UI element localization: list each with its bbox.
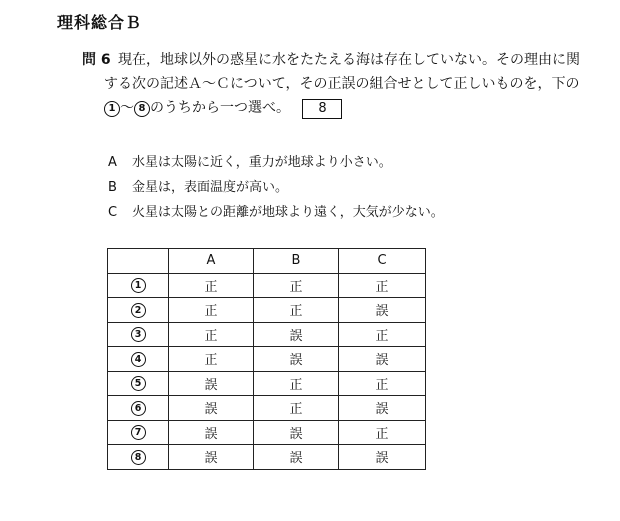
question-number: 問 6 bbox=[82, 52, 111, 68]
option-number: 8 bbox=[131, 450, 146, 465]
cell-c: 正 bbox=[339, 420, 426, 445]
options-table bbox=[107, 248, 426, 470]
range-tilde: ～ bbox=[120, 100, 134, 116]
cell-a: 正 bbox=[169, 347, 254, 372]
option-number: 3 bbox=[131, 327, 146, 342]
statement-b bbox=[108, 176, 288, 195]
table-row[interactable] bbox=[108, 347, 426, 372]
cell-c: 正 bbox=[339, 371, 426, 396]
cell-a: 誤 bbox=[169, 420, 254, 445]
cell-c: 誤 bbox=[339, 347, 426, 372]
cell-a: 誤 bbox=[169, 445, 254, 470]
cell-b: 誤 bbox=[254, 445, 339, 470]
option-number-cell bbox=[108, 298, 169, 323]
cell-b: 誤 bbox=[254, 420, 339, 445]
option-number: 2 bbox=[131, 303, 146, 318]
cell-b: 誤 bbox=[254, 347, 339, 372]
table-row[interactable] bbox=[108, 371, 426, 396]
option-number: 1 bbox=[131, 278, 146, 293]
option-number-cell bbox=[108, 347, 169, 372]
option-number-cell bbox=[108, 396, 169, 421]
option-number-cell bbox=[108, 371, 169, 396]
section-title: 理科総合Ｂ bbox=[57, 13, 143, 32]
choice-start-number: 1 bbox=[104, 101, 120, 117]
cell-c: 誤 bbox=[339, 298, 426, 323]
cell-a: 正 bbox=[169, 273, 254, 298]
cell-a: 正 bbox=[169, 298, 254, 323]
table-row[interactable] bbox=[108, 322, 426, 347]
option-number: 7 bbox=[131, 425, 146, 440]
header-a: A bbox=[169, 249, 254, 274]
statement-text: 金星は，表面温度が高い。 bbox=[132, 180, 289, 195]
statement-label: C bbox=[108, 205, 118, 220]
cell-a: 誤 bbox=[169, 371, 254, 396]
question-line-3 bbox=[104, 97, 342, 119]
option-number-cell bbox=[108, 445, 169, 470]
answer-box[interactable]: 8 bbox=[302, 99, 342, 119]
cell-b: 正 bbox=[254, 396, 339, 421]
table-header-row bbox=[108, 249, 426, 274]
header-c: C bbox=[339, 249, 426, 274]
cell-c: 誤 bbox=[339, 396, 426, 421]
statement-c bbox=[108, 201, 444, 220]
choice-end-number: 8 bbox=[134, 101, 150, 117]
cell-a: 正 bbox=[169, 322, 254, 347]
table-row[interactable] bbox=[108, 273, 426, 298]
question-line-1: 現在，地球以外の惑星に水をたたえる海は存在していない。その理由に関 bbox=[118, 52, 580, 68]
cell-b: 正 bbox=[254, 371, 339, 396]
option-number-cell bbox=[108, 273, 169, 298]
statement-label: B bbox=[108, 180, 117, 195]
cell-b: 正 bbox=[254, 273, 339, 298]
table-row[interactable] bbox=[108, 298, 426, 323]
statement-text: 水星は太陽に近く，重力が地球より小さい。 bbox=[132, 155, 392, 170]
cell-a: 誤 bbox=[169, 396, 254, 421]
option-number-cell bbox=[108, 420, 169, 445]
question-line-2: する次の記述Ａ～Ｃについて，その正誤の組合せとして正しいものを，下の bbox=[104, 76, 580, 92]
option-number: 4 bbox=[131, 352, 146, 367]
table-row[interactable] bbox=[108, 445, 426, 470]
cell-c: 誤 bbox=[339, 445, 426, 470]
statement-text: 火星は太陽との距離が地球より遠く，大気が少ない。 bbox=[132, 205, 444, 220]
cell-b: 正 bbox=[254, 298, 339, 323]
cell-c: 正 bbox=[339, 322, 426, 347]
cell-b: 誤 bbox=[254, 322, 339, 347]
option-number-cell bbox=[108, 322, 169, 347]
table-row[interactable] bbox=[108, 396, 426, 421]
option-number: 5 bbox=[131, 376, 146, 391]
table-row[interactable] bbox=[108, 420, 426, 445]
header-b: B bbox=[254, 249, 339, 274]
question-line-3-text: のうちから一つ選べ。 bbox=[150, 100, 290, 116]
cell-c: 正 bbox=[339, 273, 426, 298]
option-number: 6 bbox=[131, 401, 146, 416]
statement-label: A bbox=[108, 155, 117, 170]
statement-a bbox=[108, 151, 392, 170]
header-corner bbox=[108, 249, 169, 274]
